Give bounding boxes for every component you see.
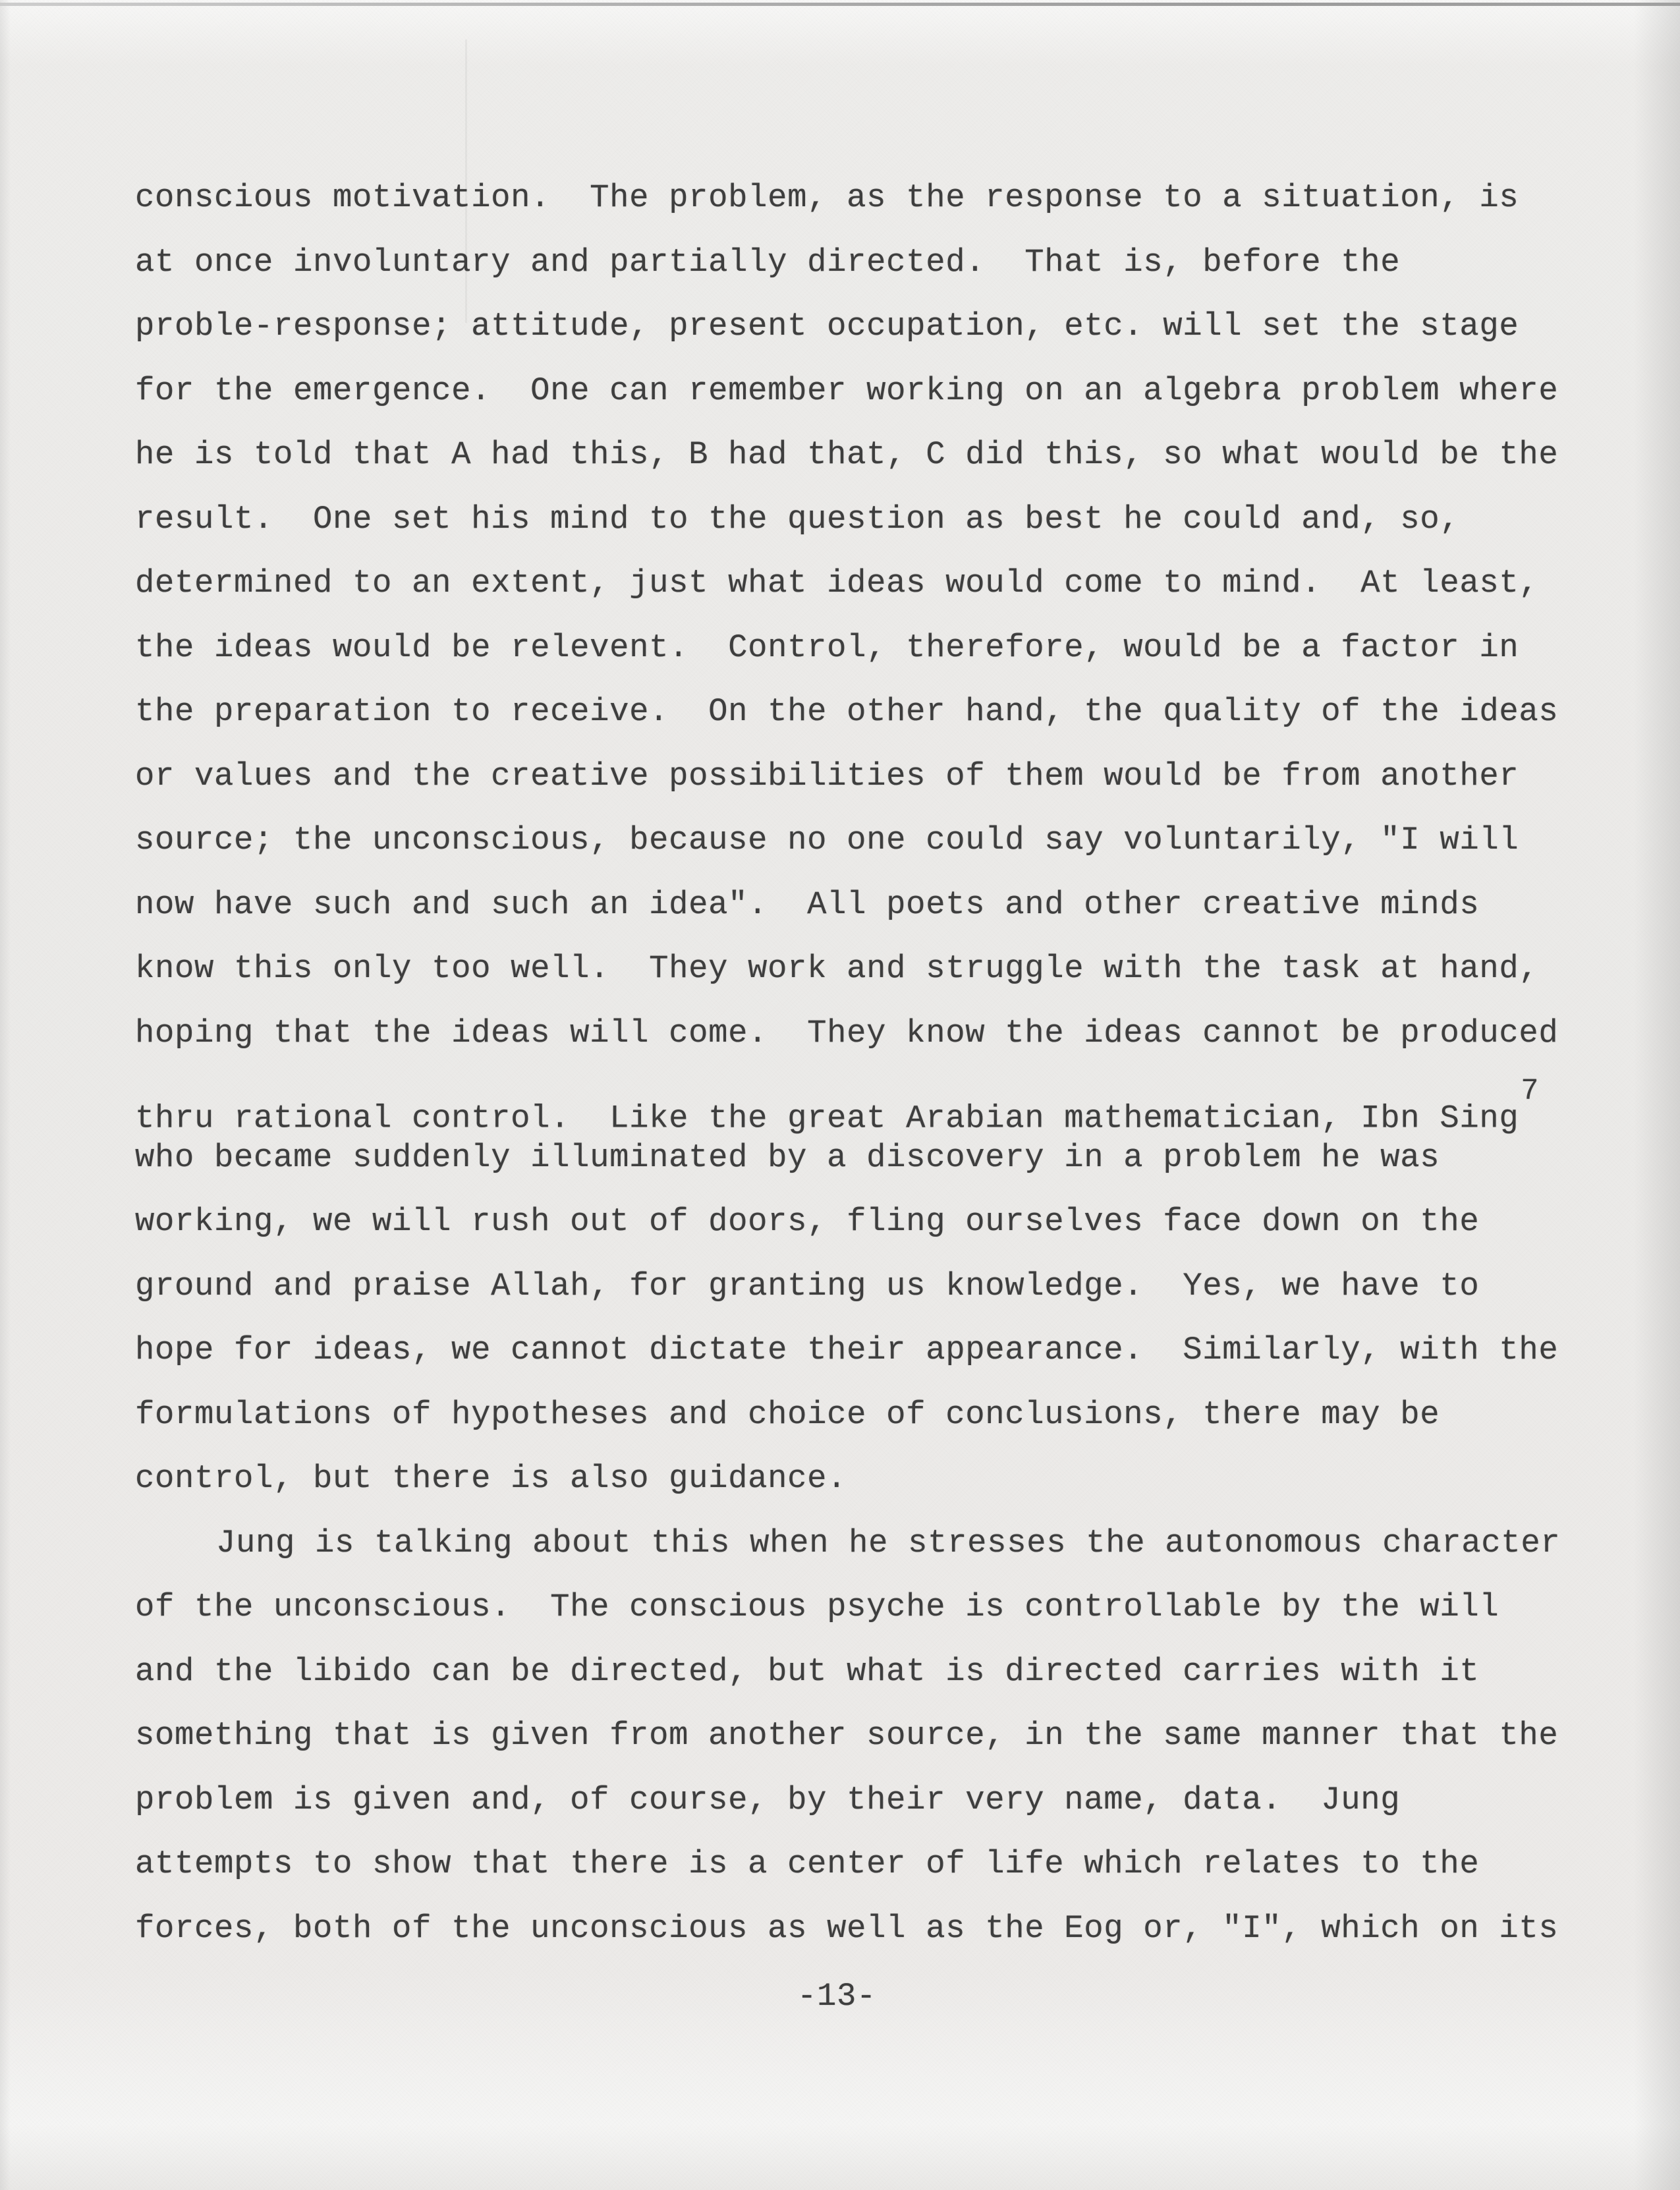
text-line: proble-response; attitude, present occupation, etc. will set the stage xyxy=(135,308,1519,345)
text-line: know this only too well. They work and struggle with the task at hand, xyxy=(135,950,1539,987)
text-line: working, we will rush out of doors, fling ourselves face down on the xyxy=(135,1203,1480,1240)
text-line: forces, both of the unconscious as well as the Eog or, "I", which on its xyxy=(135,1909,1559,1947)
text-line: or values and the creative possibilities of them would be from another xyxy=(135,757,1519,795)
text-line: hope for ideas, we cannot dictate their appearance. Similarly, with the xyxy=(135,1332,1559,1368)
text-line: attempts to show that there is a center of life which relates to the xyxy=(135,1845,1480,1882)
text-line: who became suddenly illuminated by a discovery in a problem he was xyxy=(135,1138,1440,1176)
body-text xyxy=(135,179,1604,1974)
text-line: result. One set his mind to the question as best he could and, so, xyxy=(135,500,1460,538)
text-line: source; the unconscious, because no one could say voluntarily, "I will xyxy=(135,822,1519,858)
text-line: conscious motivation. The problem, as the response to a situation, is xyxy=(135,179,1519,216)
page-number: -13- xyxy=(797,1978,877,2015)
footnote-marker: 7 xyxy=(1521,1074,1539,1109)
text-line: ground and praise Allah, for granting us knowledge. Yes, we have to xyxy=(135,1267,1480,1305)
text-line: problem is given and, of course, by their very name, data. Jung xyxy=(135,1781,1401,1818)
text-line-content: thru rational control. Like the great Arabian mathematician, Ibn Sing xyxy=(135,1100,1519,1137)
text-line: formulations of hypotheses and choice of conclusions, there may be xyxy=(135,1395,1440,1433)
text-line: he is told that A had this, B had that, C did this, so what would be the xyxy=(135,436,1559,473)
scan-edge-line xyxy=(0,3,1680,6)
text-line: hoping that the ideas will come. They know the ideas cannot be produced xyxy=(135,1014,1559,1052)
text-line: control, but there is also guidance. xyxy=(135,1460,847,1497)
text-line: and the libido can be directed, but what is directed carries with it xyxy=(135,1652,1480,1690)
text-line: at once involuntary and partially directed. That is, before the xyxy=(135,243,1401,281)
text-line: the preparation to receive. On the other hand, the quality of the ideas xyxy=(135,693,1559,730)
text-line: something that is given from another source, in the same manner that the xyxy=(135,1717,1559,1754)
text-line: of the unconscious. The conscious psyche is controllable by the will xyxy=(135,1588,1499,1625)
text-line: now have such and such an idea". All poets and other creative minds xyxy=(135,885,1480,923)
text-line: the ideas would be relevent. Control, therefore, would be a factor in xyxy=(135,629,1519,666)
text-line-paragraph-start: Jung is talking about this when he stresses the autonomous character xyxy=(216,1524,1561,1561)
text-line: for the emergence. One can remember working on an algebra problem where xyxy=(135,372,1559,409)
text-line: determined to an extent, just what ideas would come to mind. At least, xyxy=(135,565,1539,602)
